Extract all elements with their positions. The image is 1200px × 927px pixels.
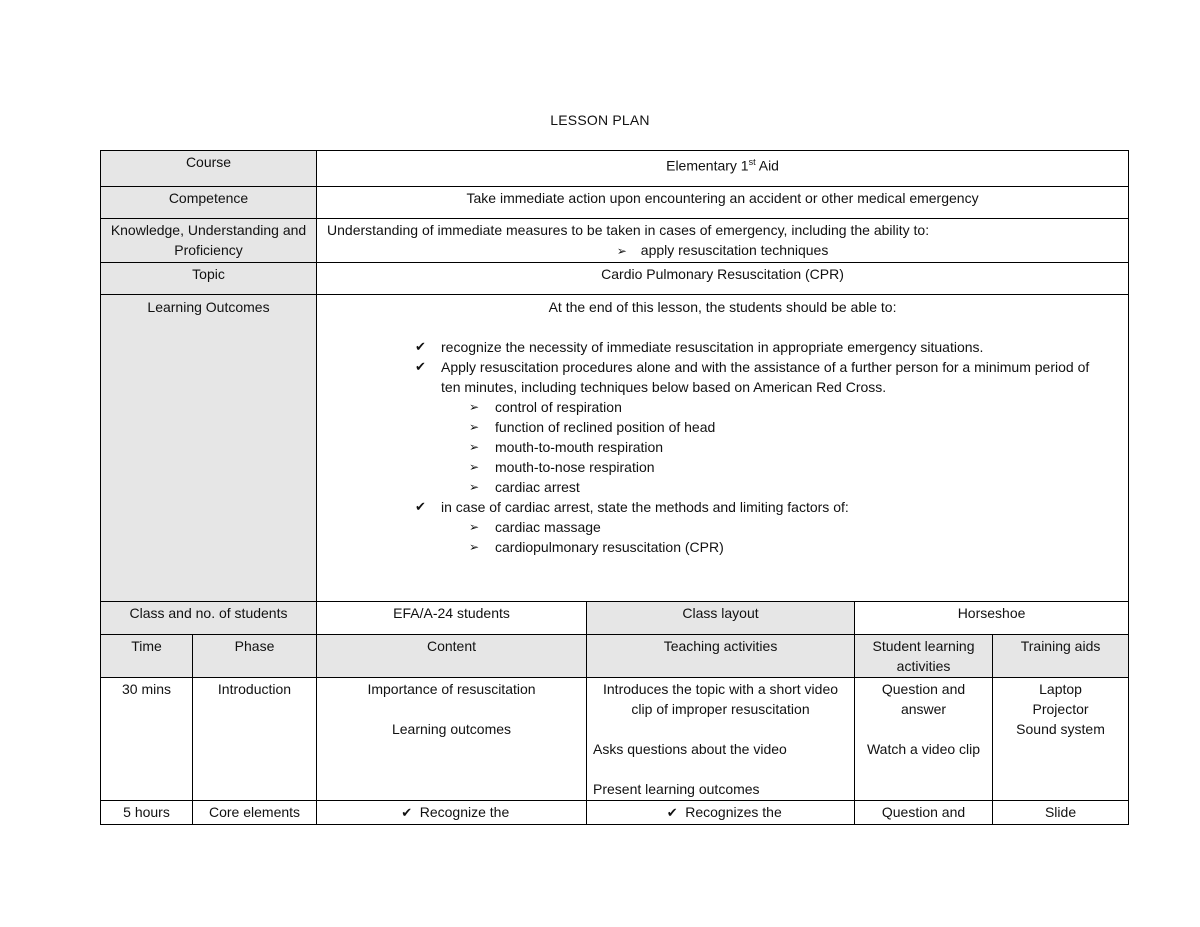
class-label: Class and no. of students <box>101 602 317 635</box>
course-row <box>101 151 1129 187</box>
check-icon: ✔ <box>666 805 678 820</box>
competence-value: Take immediate action upon encountering an accident or other medical emergency <box>317 187 1129 219</box>
sub-list-item: ➢ control of respiration <box>469 399 622 415</box>
arrow-bullet-icon: ➢ <box>469 440 480 454</box>
topic-value: Cardio Pulmonary Resuscitation (CPR) <box>317 263 1129 295</box>
sub-list <box>465 397 1092 497</box>
arrow-bullet-icon: ➢ <box>469 540 480 554</box>
page-title: LESSON PLAN <box>550 112 650 128</box>
list-item: ✔ recognize the necessity of immediate resuscitation in appropriate emergency situations. <box>415 339 984 355</box>
kup-row <box>101 219 1129 263</box>
row-teaching: ✔ Recognizes the <box>587 801 855 825</box>
kup-label: Knowledge, Understanding and Proficiency <box>101 219 317 263</box>
row-phase: Introduction <box>193 678 317 801</box>
row-time: 30 mins <box>101 678 193 801</box>
learning-outcomes-value <box>317 295 1129 602</box>
learning-outcomes-intro: At the end of this lesson, the students should be able to: <box>548 299 897 315</box>
kup-value <box>317 219 1129 263</box>
row-aids: Slide <box>993 801 1129 825</box>
row-aids: Laptop Projector Sound system <box>993 678 1129 801</box>
competence-row <box>101 187 1129 219</box>
check-icon: ✔ <box>415 499 426 514</box>
row-student: Question and answer Watch a video clip <box>855 678 993 801</box>
class-row <box>101 602 1129 635</box>
outcomes-list <box>409 337 1122 557</box>
arrow-bullet-icon: ➢ <box>469 400 480 414</box>
header-phase: Phase <box>193 635 317 678</box>
row-time: 5 hours <box>101 801 193 825</box>
header-student: Student learning activities <box>855 635 993 678</box>
arrow-bullet-icon: ➢ <box>469 480 480 494</box>
arrow-bullet-icon: ➢ <box>469 420 480 434</box>
sub-list-item: ➢ cardiac arrest <box>469 479 580 495</box>
class-layout-value: Horseshoe <box>855 602 1129 635</box>
check-icon: ✔ <box>415 359 426 374</box>
sub-list-item: ➢ mouth-to-nose respiration <box>469 459 655 475</box>
schedule-header-row <box>101 635 1129 678</box>
row-student: Question and <box>855 801 993 825</box>
row-content: Importance of resuscitation Learning outcomes <box>317 678 587 801</box>
row-teaching: Introduces the topic with a short video clip of improper resuscitation Asks questions about the video Present learning outcomes <box>587 678 855 801</box>
list-item: ✔ in case of cardiac arrest, state the methods and limiting factors of: ➢ cardiac massage ➢ cardiopulmonary resuscitation (CPR) <box>409 497 1122 557</box>
sub-list-item: ➢ cardiac massage <box>469 519 601 535</box>
class-students: EFA/A-24 students <box>317 602 587 635</box>
table-row <box>101 678 1129 801</box>
list-item: ✔ Apply resuscitation procedures alone and with the assistance of a further person for a minimum period of ten minutes, including techniques below based on American Red Cross. ➢ control of respiration ➢ function of reclined position of head ➢ mouth-to-mouth respiration ➢ mouth-to-nose respiration ➢ cardiac arrest <box>409 357 1122 497</box>
row-content: ✔ Recognize the <box>317 801 587 825</box>
header-content: Content <box>317 635 587 678</box>
arrow-bullet-icon: ➢ <box>469 460 480 474</box>
sub-list <box>465 517 1122 557</box>
table-row <box>101 801 1129 825</box>
sub-list-item: ➢ function of reclined position of head <box>469 419 716 435</box>
sub-list-item: ➢ mouth-to-mouth respiration <box>469 439 664 455</box>
header-aids: Training aids <box>993 635 1129 678</box>
learning-outcomes-label: Learning Outcomes <box>101 295 317 602</box>
class-layout-label: Class layout <box>587 602 855 635</box>
header-teaching: Teaching activities <box>587 635 855 678</box>
row-phase: Core elements <box>193 801 317 825</box>
learning-outcomes-row <box>101 295 1129 602</box>
kup-bullet-item: ➢ apply resuscitation techniques <box>616 242 829 258</box>
arrow-bullet-icon: ➢ <box>616 244 627 258</box>
header-time: Time <box>101 635 193 678</box>
topic-row <box>101 263 1129 295</box>
sub-list-item: ➢ cardiopulmonary resuscitation (CPR) <box>469 539 724 555</box>
arrow-bullet-icon: ➢ <box>469 520 480 534</box>
course-label: Course <box>101 151 317 187</box>
check-icon: ✔ <box>401 805 413 820</box>
course-value: Elementary 1st Aid <box>317 151 1129 187</box>
check-icon: ✔ <box>415 339 426 354</box>
topic-label: Topic <box>101 263 317 295</box>
kup-line: Understanding of immediate measures to be taken in cases of emergency, including the ability to: <box>327 222 930 238</box>
lesson-plan-table <box>100 150 1129 825</box>
competence-label: Competence <box>101 187 317 219</box>
